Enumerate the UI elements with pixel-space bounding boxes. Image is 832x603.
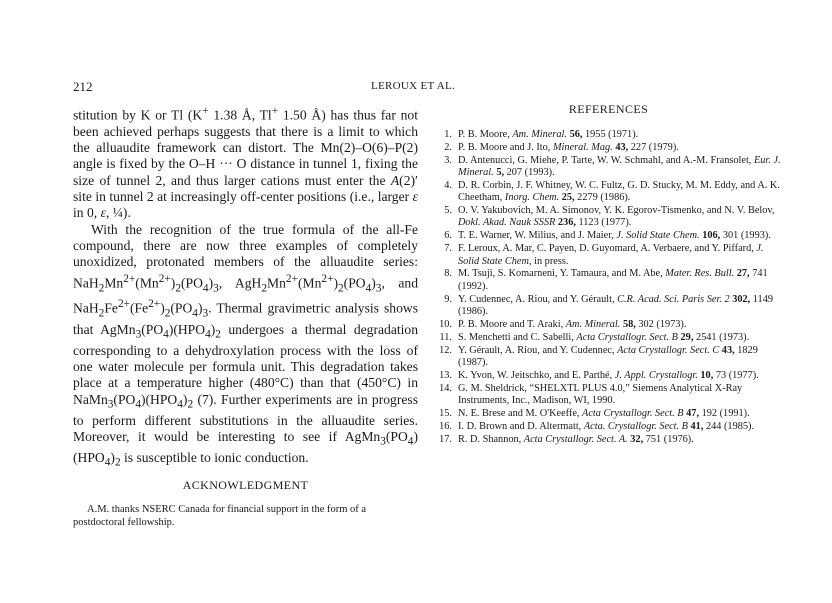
reference-number: 9.	[444, 293, 452, 305]
reference-number: 8.	[444, 268, 452, 280]
reference-item	[436, 205, 781, 230]
references-heading: REFERENCES	[568, 102, 649, 116]
reference-item	[436, 243, 781, 268]
reference-item	[436, 142, 781, 154]
reference-text: D. R. Corbin, J. F. Whitney, W. C. Fultz, G. D. Stucky, M. M. Eddy, and A. K. Cheetham, Inorg. Chem. 25, 2279 (1986).	[458, 179, 780, 204]
reference-item	[436, 383, 781, 408]
reference-number: 14.	[439, 382, 452, 394]
reference-text: P. B. Moore, Am. Mineral. 56, 1955 (1971).	[458, 129, 639, 140]
reference-item	[436, 319, 781, 331]
reference-item	[436, 129, 781, 141]
reference-text: Y. Cudennec, A. Riou, and Y. Gérault, C.R. Acad. Sci. Paris Ser. 2 302, 1149 (1986).	[458, 293, 774, 317]
reference-text: I. D. Brown and D. Altermatt, Acta. Crystallogr. Sect. B 41, 244 (1985).	[458, 420, 755, 432]
reference-item	[436, 180, 781, 205]
reference-number: 17.	[439, 433, 452, 445]
reference-text: P. B. Moore and T. Araki, Am. Mineral. 58, 302 (1973).	[458, 318, 687, 330]
reference-item	[436, 408, 781, 420]
reference-text: K. Yvon, W. Jeitschko, and E. Parthé, J. Appl. Crystallogr. 10, 73 (1977).	[458, 369, 759, 381]
reference-text: O. V. Yakubovich, M. A. Simonov, Y. K. Egorov-Tismenko, and N. V. Belov, Dokl. Akad. Nauk SSSR 236, 1123 (1977).	[458, 205, 775, 229]
reference-item	[436, 268, 781, 293]
page-number: 212	[73, 79, 93, 94]
reference-number: 13.	[439, 369, 452, 381]
reference-number: 4.	[444, 179, 452, 191]
body-paragraph-1: stitution by K or Tl (K+ 1.38 Å, Tl+ 1.50 Å) has thus far not been achieved perhaps suggests that there is a limit to which the alluaudite framework can distort. The Mn(2)–O(6)–P(2) angle is fixed by the O–H ··· O distance in tunnel 1, fixing the size of tunnel 2, and thus larger cations must enter the A(2)′ site in tunnel 2 at increasingly off-center positions (i.e., larger ε in 0, ε, ¼).	[73, 105, 418, 221]
reference-item	[436, 421, 781, 433]
reference-item	[436, 370, 781, 382]
reference-number: 12.	[439, 344, 452, 356]
reference-text: P. B. Moore and J. Ito, Mineral. Mag. 43, 227 (1979).	[458, 141, 679, 153]
reference-number: 3.	[444, 154, 452, 166]
reference-number: 16.	[439, 420, 452, 432]
reference-text: N. E. Brese and M. O'Keeffe, Acta Crystallogr. Sect. B 47, 192 (1991).	[458, 407, 750, 419]
reference-text: G. M. Sheldrick, “SHELXTL PLUS 4.0,” Siemens Analytical X-Ray Instruments, Inc., Madison, WI, 1990.	[458, 382, 743, 406]
reference-item	[436, 294, 781, 319]
reference-number: 15.	[439, 407, 452, 419]
reference-number: 2.	[444, 141, 452, 153]
reference-item	[436, 345, 781, 370]
reference-text: R. D. Shannon, Acta Crystallogr. Sect. A. 32, 751 (1976).	[458, 433, 694, 445]
reference-item	[436, 230, 781, 242]
reference-number: 6.	[444, 230, 452, 242]
reference-number: 5.	[444, 205, 452, 217]
running-title: LEROUX ET AL.	[371, 80, 456, 92]
reference-number: 11.	[439, 331, 452, 343]
reference-text: T. E. Warner, W. Milius, and J. Maier, J. Solid State Chem. 106, 301 (1993).	[458, 230, 771, 242]
reference-number: 1.	[444, 129, 452, 140]
reference-number: 10.	[439, 318, 452, 330]
reference-text: M. Tsuji, S. Komarneni, Y. Tamaura, and M. Abe, Mater. Res. Bull. 27, 741 (1992).	[458, 268, 768, 292]
reference-item	[436, 332, 781, 344]
acknowledgment-heading: ACKNOWLEDGMENT	[182, 478, 309, 492]
reference-text: F. Leroux, A. Mar, C. Payen, D. Guyomard, A. Verbaere, and Y. Piffard, J. Solid State Chem, in press.	[458, 243, 764, 267]
reference-text: D. Antenucci, G. Miehe, P. Tarte, W. W. Schmahl, and A.-M. Fransolet, Eur. J. Mineral. 5, 207 (1993).	[458, 154, 781, 179]
body-text-column	[73, 103, 418, 471]
acknowledgment-text: A.M. thanks NSERC Canada for financial support in the form of a postdoctoral fellowship.	[73, 504, 367, 528]
reference-item	[436, 155, 781, 180]
reference-text: Y. Gérault, A. Riou, and Y. Cudennec, Acta Crystallogr. Sect. C 43, 1829 (1987).	[458, 344, 758, 368]
body-paragraph-2: With the recognition of the true formula of the all-Fe compound, there are now three examples of completely unoxidized, protonated members of the alluaudite series: $NaH_2Mn^{2+}(Mn^{2+})_2(PO_4)_3$, $AgH_2Mn^{2+}(Mn^{2+})_2(PO_4)_3$, and $NaH_2Fe^{2+}(Fe^{2+})_2(PO_4)_3$. Thermal gravimetric analysis shows that $AgMn_3(PO_4)(HPO_4)_2$ undergoes a thermal degradation corresponding to a dehydroxylation process with the loss of one water molecule per formula unit. This degradation takes place at a temperature higher (480°C) than that (450°C) in $NaMn_3(PO_4)(HPO_4)_2$ (7). Further experiments are in progress to perform different substitutions in the alluaudite series. Moreover, it would be interesting to see if $AgMn_3(PO_4)(HPO_4)_2$ is susceptible to ionic conduction.	[73, 221, 418, 469]
reference-text: S. Menchetti and C. Sabelli, Acta Crystallogr. Sect. B 29, 2541 (1973).	[458, 331, 750, 343]
reference-number: 7.	[444, 243, 452, 255]
references-list	[436, 129, 781, 447]
reference-item	[436, 434, 781, 446]
